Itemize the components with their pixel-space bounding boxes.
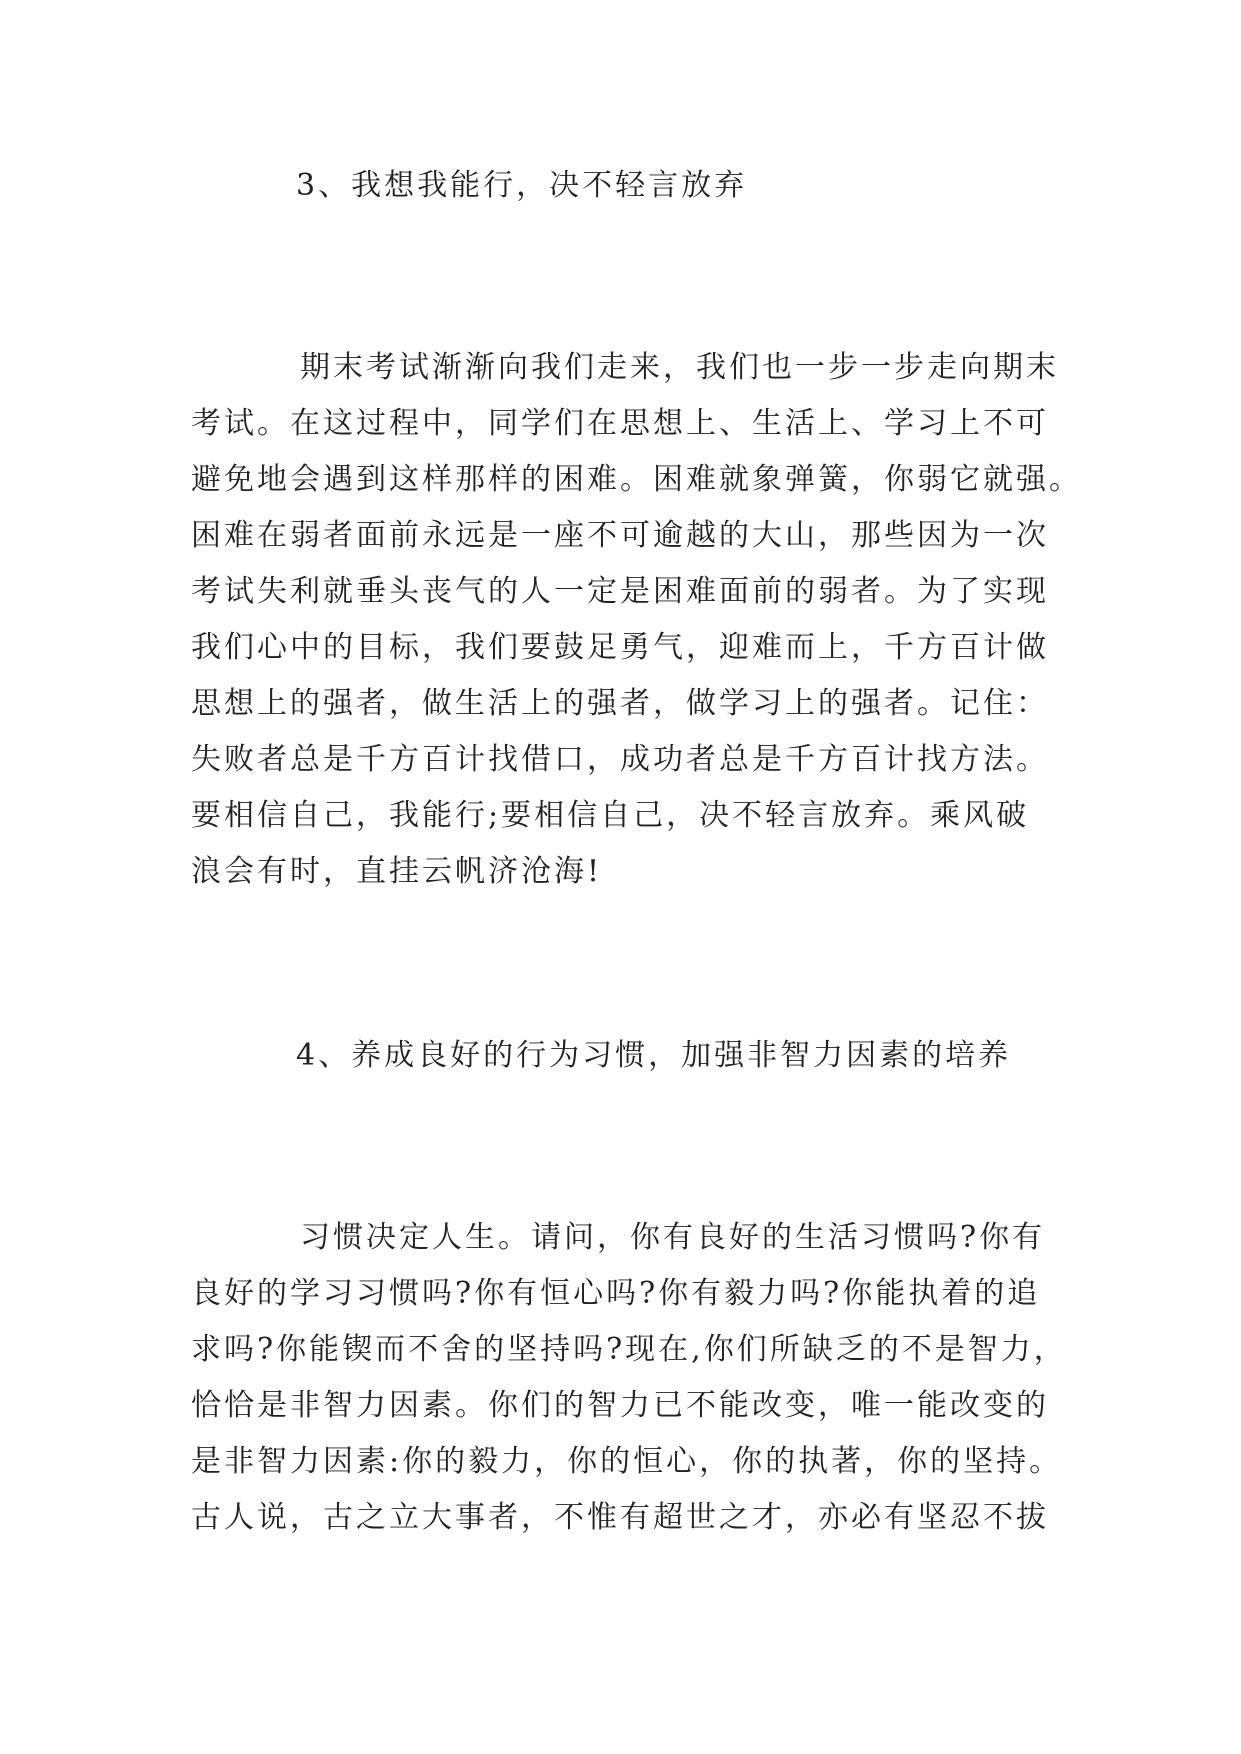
paragraph-line: 求吗?你能锲而不舍的坚持吗?现在,你们所缺乏的不是智力， (191, 1332, 1067, 1367)
paragraph-line: 期末考试渐渐向我们走来，我们也一步一步走向期末 (300, 350, 1059, 385)
paragraph-line: 困难在弱者面前永远是一座不可逾越的大山，那些因为一次 (191, 518, 1049, 553)
section-3-paragraph (191, 340, 1091, 900)
paragraph-line: 我们心中的目标，我们要鼓足勇气，迎难而上，千方百计做 (191, 630, 1049, 665)
paragraph-line: 恰恰是非智力因素。你们的智力已不能改变，唯一能改变的 (191, 1388, 1049, 1423)
paragraph-line: 是非智力因素:你的毅力，你的恒心，你的执著，你的坚持。 (191, 1444, 1063, 1479)
section-4-heading: 4、养成良好的行为习惯，加强非智力因素的培养 (296, 1038, 1012, 1073)
paragraph-line: 浪会有时，直挂云帆济沧海! (191, 854, 603, 889)
paragraph-line: 古人说，古之立大事者，不惟有超世之才，亦必有坚忍不拔 (191, 1500, 1049, 1535)
paragraph-line: 考试失利就垂头丧气的人一定是困难面前的弱者。为了实现 (191, 574, 1049, 609)
paragraph-line: 习惯决定人生。请问，你有良好的生活习惯吗?你有 (300, 1220, 1046, 1255)
paragraph-line: 失败者总是千方百计找借口，成功者总是千方百计找方法。 (191, 742, 1049, 777)
section-3-heading: 3、我想我能行，决不轻言放弃 (296, 168, 748, 203)
paragraph-line: 避免地会遇到这样那样的困难。困难就象弹簧，你弱它就强。 (191, 462, 1082, 497)
paragraph-line: 思想上的强者，做生活上的强者，做学习上的强者。记住： (191, 686, 1049, 721)
paragraph-line: 要相信自己，我能行;要相信自己，决不轻言放弃。乘风破 (191, 798, 1030, 833)
section-4-paragraph (191, 1210, 1091, 1546)
paragraph-line: 考试。在这过程中，同学们在思想上、生活上、学习上不可 (191, 406, 1049, 441)
paragraph-line: 良好的学习习惯吗?你有恒心吗?你有毅力吗?你能执着的追 (191, 1276, 1041, 1311)
